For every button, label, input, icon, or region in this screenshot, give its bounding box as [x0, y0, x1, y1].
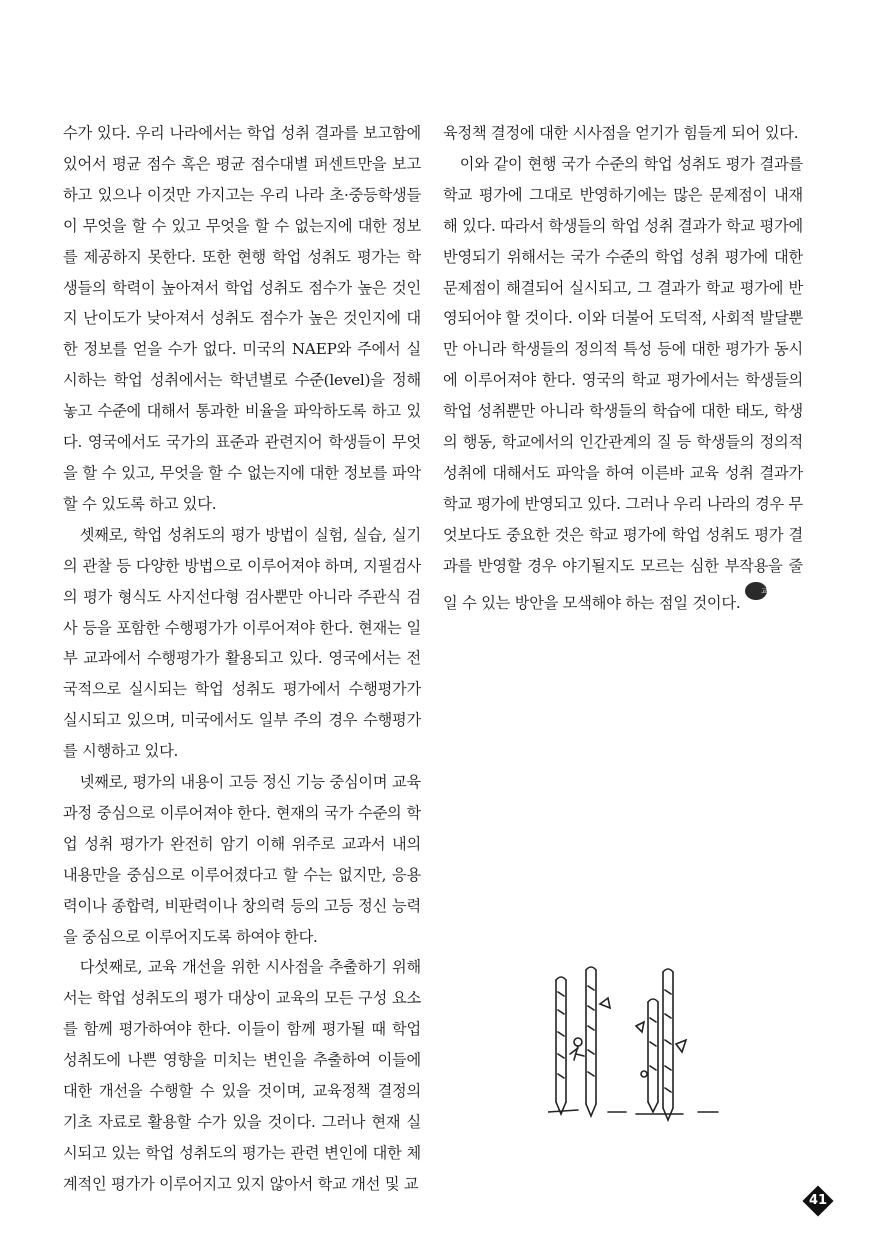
paragraph-6-text: 이와 같이 현행 국가 수준의 학업 성취도 평가 결과를 학교 평가에 그대로 반영하기에는 많은 문제점이 내재해 있다. 따라서 학생들의 학업 성취 결과가 학교 평가에 반영되기 위해서는 국가 수준의 학업 성취 평가에 대한 문제점이 해결되어 실시되고, 그 결과가 학교 평가에 반영되어야 할 것이다. 이와 더불어 도덕적, 사회적 발달뿐만 아니라 학생들의 정의적 특성 등에 대한 평가가 동시에 이루어져야 한다. 영국의 학교 평가에서는 학생들의 학업 성취뿐만 아니라 학생들의 학습에 대한 태도, 학생의 행동, 학교에서의 인간관계의 질 등 학생들의 정의적 성취에 대해서도 파악을 하여 이른바 교육 성취 결과가 학교 평가에 반영되고 있다. 그러나 우리 나라의 경우 무엇보다도 중요한 것은 학교 평가에 학업 성취도 평가 결과를 반영할 경우 야기될지도 모르는 심한 부작용을 줄일 수 있는 방안을 모색해야 하는 점일 것이다. [443, 154, 804, 612]
paragraph-2: 셋째로, 학업 성취도의 평가 방법이 실험, 실습, 실기의 관찰 등 다양한 방법으로 이루어져야 하며, 지필검사의 평가 형식도 사지선다형 검사뿐만 아니라 주관식 검사 등을 포함한 수행평가가 이루어져야 한다. 현재는 일부 교과에서 수행평가가 활용되고 있다. 영국에서는 전국적으로 실시되는 학업 성취도 평가에서 수행평가가 실시되고 있으며, 미국에서도 일부 주의 경우 수행평가를 시행하고 있다. [63, 525, 421, 761]
paragraph-4: 다섯째로, 교육 개선을 위한 시사점을 추출하기 위해서는 학업 성취도의 평가 대상이 교육의 모든 구성 요소를 함께 평가하여야 한다. 이들이 함께 평가될 때 학업 성취도에 나쁜 영향을 미치는 변인을 추출하여 이들에 대한 개선을 수행할 수 있을 것이며, 교육정책 결정의 기초 자료로 활용할 수가 있을 것이다. 그러나 현재 실시되고 있는 학업 성취도의 평가는 관련 변인에 대한 체계적인 평가가 이루어지고 있지 않아서 학교 개선 및 교 [63, 958, 421, 1193]
right-column [443, 118, 803, 619]
left-column [63, 118, 421, 1200]
page-number [803, 1186, 833, 1216]
end-mark-icon: 교육 [745, 582, 767, 600]
paragraph-6 [443, 149, 803, 619]
pencils-sketch-icon [548, 962, 758, 1132]
paragraph-1: 수가 있다. 우리 나라에서는 학업 성취 결과를 보고함에 있어서 평균 점수 혹은 평균 점수대별 퍼센트만을 보고하고 있으나 이것만 가지고는 우리 나라 초·중등학생들이 무엇을 할 수 있고 무엇을 할 수 없는지에 대한 정보를 제공하지 못한다. 또한 현행 학업 성취도 평가는 학생들의 학력이 높아져서 학업 성취도 점수가 높은 것인지 난이도가 낮아져서 성취도 점수가 높은 것인지에 대한 정보를 얻을 수가 없다. 미국의 NAEP와 주에서 실시하는 학업 성취에서는 학년별로 수준(level)을 정해 놓고 수준에 대해서 통과한 비율을 파악하도록 하고 있다. 영국에서도 국가의 표준과 관련지어 학생들이 무엇을 할 수 있고, 무엇을 할 수 없는지에 대한 정보를 파악할 수 있도록 하고 있다. [63, 124, 421, 513]
paragraph-5: 육정책 결정에 대한 시사점을 얻기가 힘들게 되어 있다. [443, 124, 799, 142]
page-number-text: 41 [808, 1193, 828, 1208]
paragraph-3: 넷째로, 평가의 내용이 고등 정신 기능 중심이며 교육과정 중심으로 이루어져야 한다. 현재의 국가 수준의 학업 성취 평가가 완전히 암기 이해 위주로 교과서 내의 내용만을 중심으로 이루어졌다고 할 수는 없지만, 응용력이나 종합력, 비판력이나 창의력 등의 고등 정신 능력을 중심으로 이루어지도록 하여야 한다. [63, 773, 421, 946]
